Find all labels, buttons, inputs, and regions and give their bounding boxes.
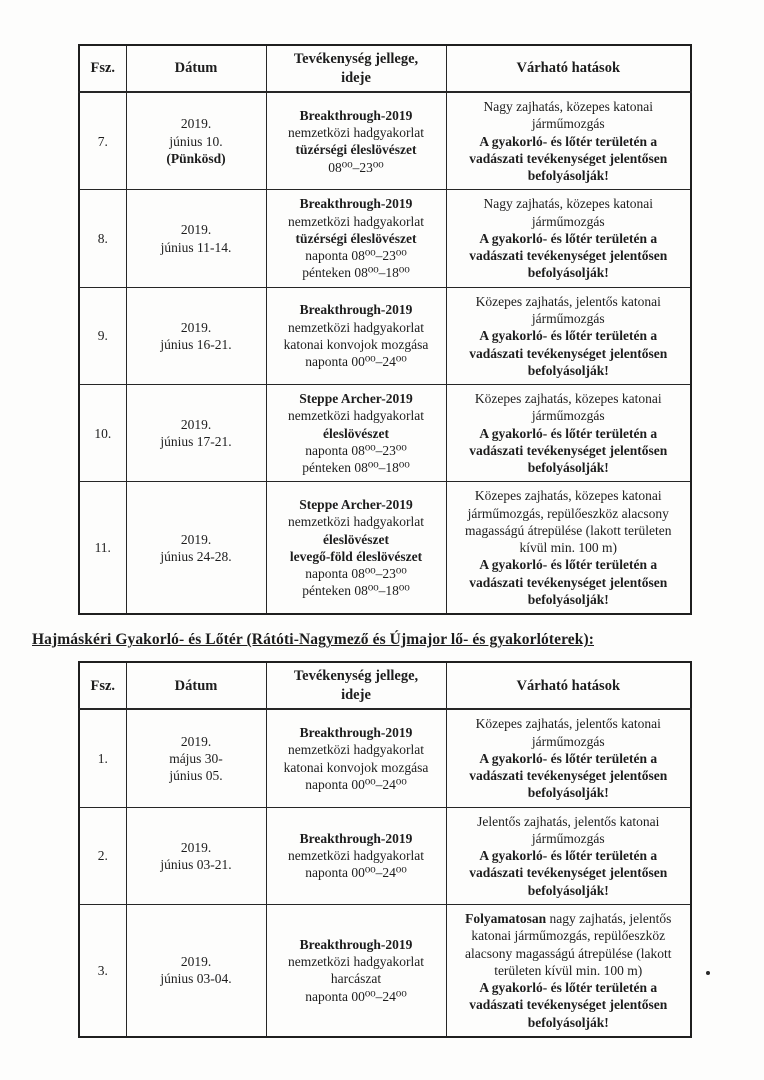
date-line: június 11-14. (160, 239, 232, 255)
column-header: Dátum (126, 662, 266, 709)
date-line: 2019. (180, 531, 212, 547)
activity-line: Breakthrough-2019 (299, 196, 413, 212)
text-segment: Jelentős zajhatás, jelentős katonai járműmozgás (477, 813, 660, 846)
column-header: Dátum (126, 45, 266, 92)
activity-line: nemzetközi hadgyakorlat (287, 408, 425, 424)
table-row (79, 287, 691, 384)
activity-line: tüzérségi éleslövészet (295, 230, 417, 246)
date-cell (126, 482, 266, 614)
effects-paragraph (452, 390, 686, 425)
date-line: június 03-21. (160, 856, 232, 872)
activity-line: nemzetközi hadgyakorlat (287, 848, 425, 864)
effects-paragraph (452, 847, 686, 899)
activity-line: nemzetközi hadgyakorlat (287, 954, 425, 970)
activity-line: harcászat (330, 971, 382, 987)
column-header: Várható hatások (446, 662, 691, 709)
date-cell (126, 709, 266, 807)
text-segment: Folyamatosan (465, 911, 550, 927)
activity-line: 08⁰⁰–23⁰⁰ (328, 159, 384, 175)
activity-cell (266, 92, 446, 190)
date-line: május 30- (169, 750, 223, 766)
effects-cell (446, 482, 691, 614)
effects-paragraph (452, 910, 686, 979)
activity-line: nemzetközi hadgyakorlat (287, 742, 425, 758)
text-segment: A gyakorló- és lőtér területén a vadászati tevékenységet jelentősen befolyásolják! (469, 848, 668, 898)
activity-cell (266, 287, 446, 384)
text-segment: Nagy zajhatás, közepes katonai járműmozgás (483, 99, 653, 132)
row-number-cell: 10. (79, 385, 126, 482)
activity-line: naponta 00⁰⁰–24⁰⁰ (305, 988, 407, 1004)
activity-cell (266, 385, 446, 482)
activity-line: naponta 00⁰⁰–24⁰⁰ (305, 865, 407, 881)
table-row (79, 905, 691, 1037)
date-cell (126, 385, 266, 482)
activity-line: katonai konvojok mozgása (283, 336, 429, 352)
date-line: 2019. (180, 116, 212, 132)
row-number-cell: 11. (79, 482, 126, 614)
table-row (79, 190, 691, 287)
date-cell (126, 905, 266, 1037)
effects-cell (446, 905, 691, 1037)
column-header: Fsz. (79, 662, 126, 709)
date-line: 2019. (180, 839, 212, 855)
schedule-table-hajmasker (78, 661, 692, 1038)
date-line: 2019. (180, 319, 212, 335)
text-segment: Közepes zajhatás, közepes katonai járműmozgás (474, 391, 662, 424)
row-number-cell: 7. (79, 92, 126, 190)
column-header: Várható hatások (446, 45, 691, 92)
text-segment: A gyakorló- és lőtér területén a vadászati tevékenységet jelentősen befolyásolják! (469, 230, 668, 281)
text-segment: Nagy zajhatás, közepes katonai járműmozgás (483, 196, 653, 229)
table-row (79, 482, 691, 614)
table-row (79, 709, 691, 807)
date-line: 2019. (180, 222, 212, 238)
activity-line: katonai konvojok mozgása (283, 759, 429, 775)
effects-paragraph (452, 715, 686, 750)
table-row (79, 807, 691, 904)
date-line: június 10. (169, 133, 223, 149)
section-heading: Hajmáskéri Gyakorló- és Lőtér (Rátóti-Nagymező és Újmajor lő- és gyakorlóterek): (32, 631, 594, 649)
row-number-cell: 2. (79, 807, 126, 904)
scan-artifact-dot (706, 971, 710, 975)
date-cell (126, 807, 266, 904)
activity-line: nemzetközi hadgyakorlat (287, 319, 425, 335)
activity-cell (266, 482, 446, 614)
activity-line: Breakthrough-2019 (299, 107, 413, 123)
activity-cell (266, 709, 446, 807)
row-number-cell: 3. (79, 905, 126, 1037)
effects-paragraph (452, 230, 686, 282)
activity-line: nemzetközi hadgyakorlat (287, 124, 425, 140)
column-header: Tevékenység jellege, ideje (266, 662, 446, 709)
header-row (79, 45, 691, 92)
date-line: június 24-28. (160, 548, 232, 564)
effects-cell (446, 709, 691, 807)
effects-paragraph (452, 425, 686, 477)
effects-paragraph (452, 98, 686, 133)
activity-line: Steppe Archer-2019 (299, 497, 413, 513)
effects-cell (446, 807, 691, 904)
table-row (79, 92, 691, 190)
text-segment: A gyakorló- és lőtér területén a vadászati tevékenységet jelentősen befolyásolják! (469, 328, 668, 378)
activity-line: naponta 00⁰⁰–24⁰⁰ (305, 354, 407, 370)
text-segment: Közepes zajhatás, közepes katonai járműmozgás, repülőeszköz alacsony magasságú átrepülése (lakott területen kívül min. 100 m) (464, 488, 672, 556)
activity-cell (266, 807, 446, 904)
activity-line: nemzetközi hadgyakorlat (287, 213, 425, 229)
text-segment: A gyakorló- és lőtér területén a vadászati tevékenységet jelentősen befolyásolják! (469, 557, 668, 607)
row-number-cell: 1. (79, 709, 126, 807)
effects-paragraph (452, 293, 686, 328)
activity-line: pénteken 08⁰⁰–18⁰⁰ (302, 583, 410, 599)
effects-paragraph (452, 813, 686, 848)
activity-cell (266, 190, 446, 287)
effects-paragraph (452, 487, 686, 556)
column-header: Tevékenység jellege, ideje (266, 45, 446, 92)
effects-cell (446, 287, 691, 384)
text-segment: Közepes zajhatás, jelentős katonai járműmozgás (475, 293, 661, 327)
text-segment: nagy zajhatás, jelentős katonai járműmozgás, repülőeszköz alacsony magasságú átrepülése (lakott területen kívül min. 100 m) (464, 911, 672, 978)
activity-cell (266, 905, 446, 1037)
activity-line: pénteken 08⁰⁰–18⁰⁰ (302, 460, 410, 476)
table-row (79, 385, 691, 482)
activity-line: naponta 08⁰⁰–23⁰⁰ (305, 566, 407, 582)
effects-paragraph (452, 327, 686, 379)
activity-line: Breakthrough-2019 (299, 302, 413, 318)
effects-cell (446, 92, 691, 190)
effects-paragraph (452, 556, 686, 608)
date-line: 2019. (180, 733, 212, 749)
effects-cell (446, 190, 691, 287)
activity-line: naponta 00⁰⁰–24⁰⁰ (305, 776, 407, 792)
activity-line: Breakthrough-2019 (299, 724, 413, 740)
activity-line: nemzetközi hadgyakorlat (287, 514, 425, 530)
date-line: június 05. (169, 768, 223, 784)
text-segment: A gyakorló- és lőtér területén a vadászati tevékenységet jelentősen befolyásolják! (469, 750, 668, 801)
activity-line: levegő-föld éleslövészet (289, 548, 423, 564)
activity-line: Steppe Archer-2019 (299, 391, 413, 407)
activity-line: naponta 08⁰⁰–23⁰⁰ (305, 442, 407, 458)
column-header: Fsz. (79, 45, 126, 92)
text-segment: A gyakorló- és lőtér területén a vadászati tevékenységet jelentősen befolyásolják! (469, 133, 668, 184)
date-cell (126, 287, 266, 384)
text-segment: Közepes zajhatás, jelentős katonai járműmozgás (475, 716, 661, 749)
row-number-cell: 8. (79, 190, 126, 287)
activity-line: tüzérségi éleslövészet (295, 142, 417, 158)
activity-line: Breakthrough-2019 (299, 936, 413, 952)
activity-line: éleslövészet (323, 531, 389, 547)
text-segment: A gyakorló- és lőtér területén a vadászati tevékenységet jelentősen befolyásolják! (469, 425, 668, 476)
schedule-table-upper (78, 44, 692, 615)
date-cell (126, 190, 266, 287)
date-line: június 16-21. (160, 336, 232, 352)
effects-cell (446, 385, 691, 482)
activity-line: Breakthrough-2019 (299, 830, 413, 846)
date-line: 2019. (180, 954, 212, 970)
activity-line: éleslövészet (323, 425, 389, 441)
effects-paragraph (452, 195, 686, 230)
header-row (79, 662, 691, 709)
date-line: (Pünkösd) (166, 150, 226, 166)
row-number-cell: 9. (79, 287, 126, 384)
date-line: 2019. (180, 416, 212, 432)
effects-paragraph (452, 133, 686, 185)
date-cell (126, 92, 266, 190)
text-segment: A gyakorló- és lőtér területén a vadászati tevékenységet jelentősen befolyásolják! (469, 980, 668, 1030)
activity-line: naponta 08⁰⁰–23⁰⁰ (305, 248, 407, 264)
effects-paragraph (452, 979, 686, 1031)
activity-line: pénteken 08⁰⁰–18⁰⁰ (302, 265, 410, 281)
effects-paragraph (452, 750, 686, 802)
date-line: június 17-21. (160, 434, 232, 450)
date-line: június 03-04. (160, 971, 232, 987)
